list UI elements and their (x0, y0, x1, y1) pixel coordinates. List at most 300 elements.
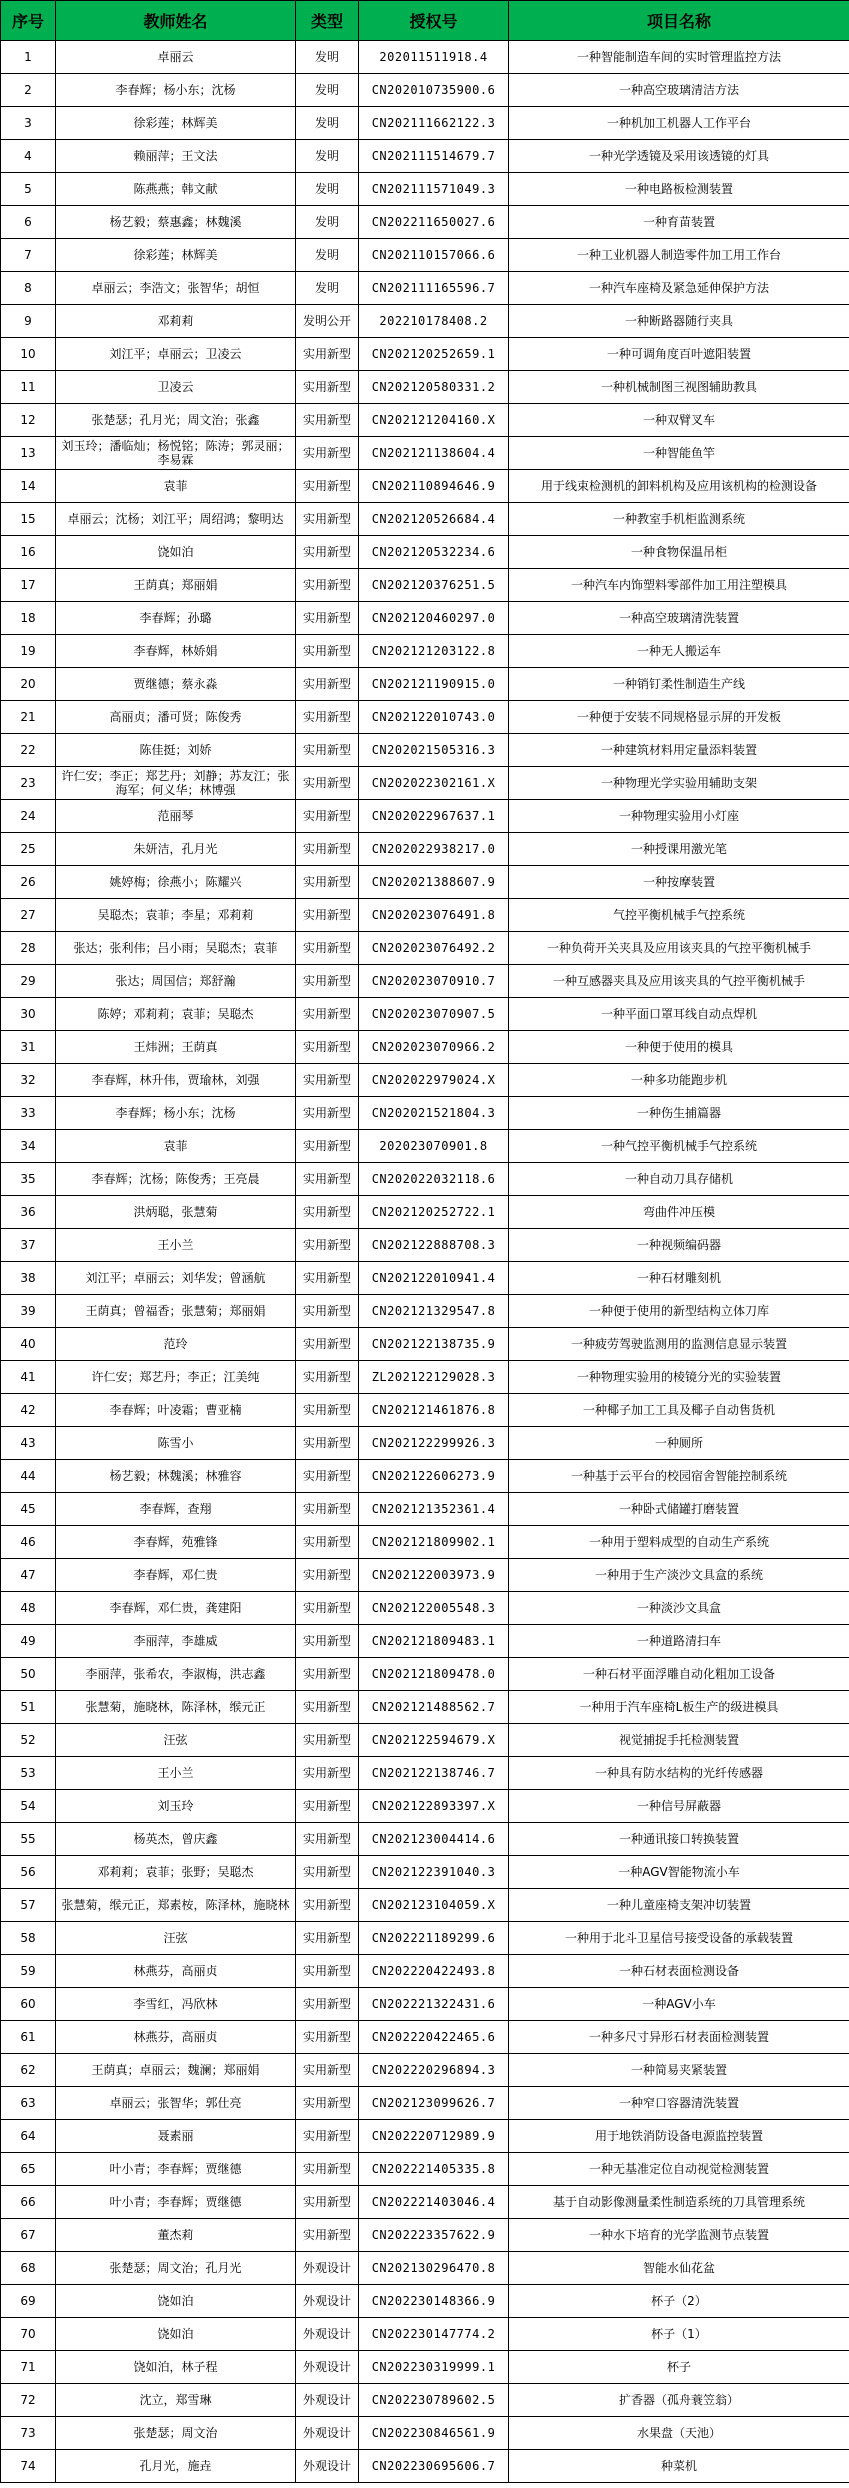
cell-index: 14 (1, 470, 56, 503)
table-row (1, 734, 849, 767)
cell-project-name: 一种石材雕刻机 (509, 1262, 849, 1295)
cell-teacher-name: 汪弦 (56, 1724, 296, 1757)
cell-project-name: 一种便于安装不同规格显示屏的开发板 (509, 701, 849, 734)
cell-type: 实用新型 (296, 2054, 359, 2087)
cell-teacher-name: 刘江平；卓丽云；卫凌云 (56, 338, 296, 371)
cell-type: 发明 (296, 272, 359, 305)
cell-index: 66 (1, 2186, 56, 2219)
cell-type: 实用新型 (296, 2021, 359, 2054)
cell-index: 11 (1, 371, 56, 404)
cell-index: 23 (1, 767, 56, 800)
cell-teacher-name: 张慧菊，施晓林，陈泽林，缑元正 (56, 1691, 296, 1724)
cell-type: 外观设计 (296, 2252, 359, 2285)
cell-teacher-name: 洪炳聪，张慧菊 (56, 1196, 296, 1229)
cell-project-name: 一种石材平面浮雕自动化粗加工设备 (509, 1658, 849, 1691)
header-teacher-name: 教师姓名 (56, 1, 296, 41)
cell-project-name: 智能水仙花盆 (509, 2252, 849, 2285)
table-row (1, 2351, 849, 2384)
cell-index: 12 (1, 404, 56, 437)
cell-project-name: 一种智能鱼竿 (509, 437, 849, 470)
cell-index: 24 (1, 800, 56, 833)
cell-teacher-name: 张楚瑟；周文治；孔月光 (56, 2252, 296, 2285)
table-row (1, 173, 849, 206)
cell-index: 16 (1, 536, 56, 569)
cell-type: 外观设计 (296, 2417, 359, 2450)
cell-grant-number: CN202223357622.9 (359, 2219, 509, 2252)
cell-type: 外观设计 (296, 2450, 359, 2483)
cell-index: 72 (1, 2384, 56, 2417)
cell-grant-number: CN202121809902.1 (359, 1526, 509, 1559)
cell-index: 71 (1, 2351, 56, 2384)
cell-index: 26 (1, 866, 56, 899)
table-row (1, 305, 849, 338)
cell-teacher-name: 张慧菊，缑元正，郑素桉，陈泽林，施晓林 (56, 1889, 296, 1922)
header-type: 类型 (296, 1, 359, 41)
table-row (1, 239, 849, 272)
cell-grant-number: CN202122010941.4 (359, 1262, 509, 1295)
cell-project-name: 杯子（2） (509, 2285, 849, 2318)
cell-type: 实用新型 (296, 1064, 359, 1097)
cell-project-name: 一种AGV智能物流小车 (509, 1856, 849, 1889)
cell-type: 发明 (296, 107, 359, 140)
table-row (1, 2219, 849, 2252)
cell-project-name: 一种淡沙文具盒 (509, 1592, 849, 1625)
cell-project-name: 一种无基准定位自动视觉检测装置 (509, 2153, 849, 2186)
cell-project-name: 一种高空玻璃清洗装置 (509, 602, 849, 635)
table-row (1, 74, 849, 107)
cell-teacher-name: 孔月光，施垚 (56, 2450, 296, 2483)
cell-type: 实用新型 (296, 1691, 359, 1724)
cell-project-name: 一种电路板检测装置 (509, 173, 849, 206)
cell-project-name: 扩香器（孤舟蓑笠翁） (509, 2384, 849, 2417)
cell-project-name: 一种用于生产淡沙文具盒的系统 (509, 1559, 849, 1592)
cell-grant-number: CN202220296894.3 (359, 2054, 509, 2087)
cell-type: 发明 (296, 239, 359, 272)
cell-grant-number: CN202120532234.6 (359, 536, 509, 569)
cell-index: 31 (1, 1031, 56, 1064)
cell-type: 发明 (296, 173, 359, 206)
cell-type: 实用新型 (296, 1262, 359, 1295)
cell-teacher-name: 李春辉，查翔 (56, 1493, 296, 1526)
cell-project-name: 杯子 (509, 2351, 849, 2384)
cell-project-name: 一种自动刀具存储机 (509, 1163, 849, 1196)
cell-index: 4 (1, 140, 56, 173)
cell-project-name: 一种卧式储罐打磨装置 (509, 1493, 849, 1526)
cell-grant-number: CN202122138746.7 (359, 1757, 509, 1790)
cell-type: 实用新型 (296, 2186, 359, 2219)
cell-type: 实用新型 (296, 1493, 359, 1526)
cell-type: 发明 (296, 41, 359, 74)
cell-project-name: 一种可调角度百叶遮阳装置 (509, 338, 849, 371)
cell-index: 18 (1, 602, 56, 635)
table-row (1, 1526, 849, 1559)
cell-teacher-name: 叶小青；李春辉；贾继德 (56, 2153, 296, 2186)
cell-teacher-name: 许仁安；郑艺丹；李正；江美纯 (56, 1361, 296, 1394)
cell-type: 实用新型 (296, 1130, 359, 1163)
cell-grant-number: CN202120252722.1 (359, 1196, 509, 1229)
cell-type: 实用新型 (296, 2087, 359, 2120)
cell-type: 实用新型 (296, 1856, 359, 1889)
cell-teacher-name: 邓莉莉 (56, 305, 296, 338)
cell-project-name: 一种互感器夹具及应用该夹具的气控平衡机械手 (509, 965, 849, 998)
cell-index: 59 (1, 1955, 56, 1988)
cell-project-name: 一种教室手机柜监测系统 (509, 503, 849, 536)
cell-teacher-name: 张楚瑟；孔月光；周文治；张鑫 (56, 404, 296, 437)
cell-project-name: 一种儿童座椅支架冲切装置 (509, 1889, 849, 1922)
cell-index: 73 (1, 2417, 56, 2450)
cell-index: 2 (1, 74, 56, 107)
cell-grant-number: CN202122005548.3 (359, 1592, 509, 1625)
cell-index: 57 (1, 1889, 56, 1922)
cell-index: 42 (1, 1394, 56, 1427)
cell-type: 实用新型 (296, 1625, 359, 1658)
cell-teacher-name: 许仁安；李正；郑艺丹；刘静；苏友江；张海军；何义华；林博强 (56, 767, 296, 800)
cell-grant-number: CN202123004414.6 (359, 1823, 509, 1856)
cell-grant-number: CN202021505316.3 (359, 734, 509, 767)
cell-project-name: 一种断路器随行夹具 (509, 305, 849, 338)
cell-type: 实用新型 (296, 338, 359, 371)
cell-grant-number: CN202121138604.4 (359, 437, 509, 470)
cell-project-name: 一种工业机器人制造零件加工用工作台 (509, 239, 849, 272)
cell-grant-number: CN202121329547.8 (359, 1295, 509, 1328)
cell-grant-number: ZL202122129028.3 (359, 1361, 509, 1394)
table-row (1, 965, 849, 998)
cell-type: 实用新型 (296, 1328, 359, 1361)
table-row (1, 1559, 849, 1592)
cell-project-name: 一种负荷开关夹具及应用该夹具的气控平衡机械手 (509, 932, 849, 965)
cell-grant-number: CN202111514679.7 (359, 140, 509, 173)
table-row (1, 1163, 849, 1196)
cell-type: 实用新型 (296, 1460, 359, 1493)
cell-type: 实用新型 (296, 437, 359, 470)
cell-type: 实用新型 (296, 1394, 359, 1427)
cell-index: 22 (1, 734, 56, 767)
cell-index: 61 (1, 2021, 56, 2054)
cell-index: 65 (1, 2153, 56, 2186)
table-row (1, 2417, 849, 2450)
cell-project-name: 水果盘（天池） (509, 2417, 849, 2450)
table-row (1, 2384, 849, 2417)
table-row (1, 602, 849, 635)
table-row (1, 1196, 849, 1229)
cell-teacher-name: 卫凌云 (56, 371, 296, 404)
cell-teacher-name: 李雪红，冯欣林 (56, 1988, 296, 2021)
cell-type: 实用新型 (296, 899, 359, 932)
cell-index: 56 (1, 1856, 56, 1889)
cell-index: 64 (1, 2120, 56, 2153)
cell-grant-number: CN202121190915.0 (359, 668, 509, 701)
cell-project-name: 一种授课用激光笔 (509, 833, 849, 866)
cell-type: 实用新型 (296, 1889, 359, 1922)
table-row (1, 1856, 849, 1889)
header-grant-number: 授权号 (359, 1, 509, 41)
cell-grant-number: CN202120580331.2 (359, 371, 509, 404)
cell-index: 58 (1, 1922, 56, 1955)
cell-project-name: 一种便于使用的模具 (509, 1031, 849, 1064)
cell-teacher-name: 徐彩莲；林辉美 (56, 239, 296, 272)
cell-index: 39 (1, 1295, 56, 1328)
cell-teacher-name: 饶如泊，林子程 (56, 2351, 296, 2384)
table-row (1, 41, 849, 74)
cell-teacher-name: 卓丽云；李浩文；张智华；胡恒 (56, 272, 296, 305)
cell-type: 实用新型 (296, 404, 359, 437)
cell-index: 50 (1, 1658, 56, 1691)
cell-project-name: 一种多尺寸异形石材表面检测装置 (509, 2021, 849, 2054)
cell-grant-number: CN202120252659.1 (359, 338, 509, 371)
table-row (1, 2318, 849, 2351)
cell-grant-number: 202210178408.2 (359, 305, 509, 338)
table-row (1, 1724, 849, 1757)
cell-index: 44 (1, 1460, 56, 1493)
table-row (1, 503, 849, 536)
cell-teacher-name: 徐彩莲；林辉美 (56, 107, 296, 140)
cell-type: 实用新型 (296, 1757, 359, 1790)
cell-type: 实用新型 (296, 1427, 359, 1460)
cell-teacher-name: 李春辉；孙璐 (56, 602, 296, 635)
cell-type: 实用新型 (296, 1031, 359, 1064)
cell-project-name: 一种通讯接口转换装置 (509, 1823, 849, 1856)
cell-teacher-name: 李丽萍，李雄威 (56, 1625, 296, 1658)
table-row (1, 1229, 849, 1262)
cell-type: 实用新型 (296, 1988, 359, 2021)
cell-type: 实用新型 (296, 371, 359, 404)
cell-project-name: 种菜机 (509, 2450, 849, 2483)
cell-teacher-name: 杨艺毅；林魏溪；林雅容 (56, 1460, 296, 1493)
cell-grant-number: CN202111165596.7 (359, 272, 509, 305)
cell-type: 实用新型 (296, 1229, 359, 1262)
cell-index: 35 (1, 1163, 56, 1196)
cell-grant-number: CN202021388607.9 (359, 866, 509, 899)
cell-index: 38 (1, 1262, 56, 1295)
table-row (1, 1790, 849, 1823)
cell-project-name: 用于地铁消防设备电源监控装置 (509, 2120, 849, 2153)
cell-project-name: 一种气控平衡机械手气控系统 (509, 1130, 849, 1163)
cell-type: 发明公开 (296, 305, 359, 338)
cell-index: 74 (1, 2450, 56, 2483)
cell-index: 28 (1, 932, 56, 965)
cell-type: 实用新型 (296, 602, 359, 635)
table-row (1, 1130, 849, 1163)
cell-project-name: 一种具有防水结构的光纤传感器 (509, 1757, 849, 1790)
cell-teacher-name: 刘江平；卓丽云；刘华发；曾涵航 (56, 1262, 296, 1295)
table-row (1, 536, 849, 569)
cell-type: 实用新型 (296, 1559, 359, 1592)
cell-project-name: 一种按摩装置 (509, 866, 849, 899)
table-row (1, 1592, 849, 1625)
cell-type: 外观设计 (296, 2384, 359, 2417)
table-row (1, 1460, 849, 1493)
cell-grant-number: CN202022979024.X (359, 1064, 509, 1097)
cell-type: 实用新型 (296, 1724, 359, 1757)
cell-grant-number: CN202022032118.6 (359, 1163, 509, 1196)
table-row (1, 470, 849, 503)
table-row (1, 2087, 849, 2120)
table-row (1, 1064, 849, 1097)
cell-type: 实用新型 (296, 800, 359, 833)
cell-index: 48 (1, 1592, 56, 1625)
cell-grant-number: CN202110894646.9 (359, 470, 509, 503)
cell-project-name: 一种基于云平台的校园宿舍智能控制系统 (509, 1460, 849, 1493)
cell-project-name: 一种用于塑料成型的自动生产系统 (509, 1526, 849, 1559)
table-row (1, 1262, 849, 1295)
cell-teacher-name: 汪弦 (56, 1922, 296, 1955)
table-row (1, 1691, 849, 1724)
table-row (1, 1955, 849, 1988)
table-row (1, 1757, 849, 1790)
cell-teacher-name: 董杰莉 (56, 2219, 296, 2252)
cell-project-name: 用于线束检测机的卸料机构及应用该机构的检测设备 (509, 470, 849, 503)
cell-project-name: 弯曲件冲压模 (509, 1196, 849, 1229)
cell-teacher-name: 赖丽萍；王文法 (56, 140, 296, 173)
cell-project-name: 一种视频编码器 (509, 1229, 849, 1262)
cell-type: 实用新型 (296, 2219, 359, 2252)
cell-teacher-name: 朱妍洁，孔月光 (56, 833, 296, 866)
cell-grant-number: CN202023076491.8 (359, 899, 509, 932)
table-row (1, 767, 849, 800)
cell-grant-number: CN202010735900.6 (359, 74, 509, 107)
cell-teacher-name: 邓莉莉；袁菲；张野；吴聪杰 (56, 1856, 296, 1889)
table-row (1, 1493, 849, 1526)
table-row (1, 371, 849, 404)
cell-teacher-name: 陈佳挺；刘娇 (56, 734, 296, 767)
cell-type: 实用新型 (296, 470, 359, 503)
table-row (1, 1625, 849, 1658)
table-row (1, 701, 849, 734)
cell-index: 37 (1, 1229, 56, 1262)
cell-project-name: 一种疲劳驾驶监测用的监测信息显示装置 (509, 1328, 849, 1361)
cell-grant-number: CN202121204160.X (359, 404, 509, 437)
table-row (1, 404, 849, 437)
cell-project-name: 一种育苗装置 (509, 206, 849, 239)
cell-grant-number: CN202122010743.0 (359, 701, 509, 734)
cell-grant-number: CN202230695606.7 (359, 2450, 509, 2483)
cell-grant-number: CN202110157066.6 (359, 239, 509, 272)
cell-teacher-name: 王荫真；卓丽云；魏澜；郑丽娟 (56, 2054, 296, 2087)
table-row (1, 1295, 849, 1328)
cell-project-name: 一种物理实验用的棱镜分光的实验装置 (509, 1361, 849, 1394)
cell-type: 实用新型 (296, 569, 359, 602)
cell-type: 实用新型 (296, 833, 359, 866)
table-row (1, 932, 849, 965)
cell-type: 实用新型 (296, 1361, 359, 1394)
cell-teacher-name: 聂素丽 (56, 2120, 296, 2153)
cell-index: 52 (1, 1724, 56, 1757)
cell-teacher-name: 林燕芬，高丽贞 (56, 2021, 296, 2054)
table-row (1, 338, 849, 371)
table-row (1, 1988, 849, 2021)
cell-index: 49 (1, 1625, 56, 1658)
cell-index: 33 (1, 1097, 56, 1130)
cell-type: 实用新型 (296, 734, 359, 767)
cell-teacher-name: 卓丽云 (56, 41, 296, 74)
cell-teacher-name: 李春辉，林娇娟 (56, 635, 296, 668)
cell-type: 实用新型 (296, 503, 359, 536)
table-row (1, 2120, 849, 2153)
cell-grant-number: 202011511918.4 (359, 41, 509, 74)
cell-type: 实用新型 (296, 1163, 359, 1196)
table-row (1, 2186, 849, 2219)
cell-teacher-name: 陈婷；邓莉莉；袁菲；吴聪杰 (56, 998, 296, 1031)
cell-index: 70 (1, 2318, 56, 2351)
cell-type: 实用新型 (296, 1097, 359, 1130)
cell-grant-number: CN202021521804.3 (359, 1097, 509, 1130)
table-row (1, 107, 849, 140)
cell-teacher-name: 沈立，郑雪琳 (56, 2384, 296, 2417)
cell-index: 51 (1, 1691, 56, 1724)
cell-project-name: 杯子（1） (509, 2318, 849, 2351)
cell-teacher-name: 袁菲 (56, 1130, 296, 1163)
cell-grant-number: CN202121809478.0 (359, 1658, 509, 1691)
cell-teacher-name: 范玲 (56, 1328, 296, 1361)
cell-grant-number: 202023070901.8 (359, 1130, 509, 1163)
cell-index: 27 (1, 899, 56, 932)
cell-index: 20 (1, 668, 56, 701)
cell-index: 55 (1, 1823, 56, 1856)
cell-type: 发明 (296, 74, 359, 107)
cell-index: 63 (1, 2087, 56, 2120)
cell-teacher-name: 李春辉，邓仁贵 (56, 1559, 296, 1592)
table-row (1, 2153, 849, 2186)
header-project-name: 项目名称 (509, 1, 849, 41)
cell-project-name: 一种用于北斗卫星信号接受设备的承载装置 (509, 1922, 849, 1955)
cell-grant-number: CN202230148366.9 (359, 2285, 509, 2318)
cell-type: 实用新型 (296, 965, 359, 998)
table-row (1, 2285, 849, 2318)
cell-grant-number: CN202023070907.5 (359, 998, 509, 1031)
cell-teacher-name: 王小兰 (56, 1757, 296, 1790)
cell-teacher-name: 陈雪小 (56, 1427, 296, 1460)
cell-teacher-name: 袁菲 (56, 470, 296, 503)
table-row (1, 998, 849, 1031)
cell-project-name: 一种食物保温吊柜 (509, 536, 849, 569)
cell-teacher-name: 李春辉，邓仁贵，龚建阳 (56, 1592, 296, 1625)
cell-teacher-name: 李春辉；叶凌霜；曹亚楠 (56, 1394, 296, 1427)
cell-project-name: 一种汽车座椅及紧急延伸保护方法 (509, 272, 849, 305)
cell-index: 19 (1, 635, 56, 668)
cell-type: 实用新型 (296, 1295, 359, 1328)
table-row (1, 206, 849, 239)
header-row (1, 1, 849, 41)
cell-index: 53 (1, 1757, 56, 1790)
cell-grant-number: CN202120526684.4 (359, 503, 509, 536)
cell-type: 发明 (296, 206, 359, 239)
cell-teacher-name: 张达；周国信；郑舒瀚 (56, 965, 296, 998)
cell-project-name: 一种双臂叉车 (509, 404, 849, 437)
cell-type: 实用新型 (296, 1790, 359, 1823)
cell-index: 32 (1, 1064, 56, 1097)
cell-teacher-name: 饶如泊 (56, 536, 296, 569)
table-row (1, 899, 849, 932)
table-row (1, 140, 849, 173)
cell-index: 30 (1, 998, 56, 1031)
table-row (1, 1889, 849, 1922)
cell-type: 实用新型 (296, 668, 359, 701)
cell-grant-number: CN202122138735.9 (359, 1328, 509, 1361)
cell-type: 实用新型 (296, 1592, 359, 1625)
cell-type: 外观设计 (296, 2318, 359, 2351)
cell-type: 实用新型 (296, 536, 359, 569)
cell-grant-number: CN202211650027.6 (359, 206, 509, 239)
cell-teacher-name: 李丽萍，张希农，李淑梅，洪志鑫 (56, 1658, 296, 1691)
cell-grant-number: CN202221403046.4 (359, 2186, 509, 2219)
table-row (1, 800, 849, 833)
cell-grant-number: CN202122391040.3 (359, 1856, 509, 1889)
cell-index: 9 (1, 305, 56, 338)
cell-project-name: 一种机加工机器人工作平台 (509, 107, 849, 140)
cell-type: 发明 (296, 140, 359, 173)
cell-type: 实用新型 (296, 998, 359, 1031)
table-row (1, 1922, 849, 1955)
